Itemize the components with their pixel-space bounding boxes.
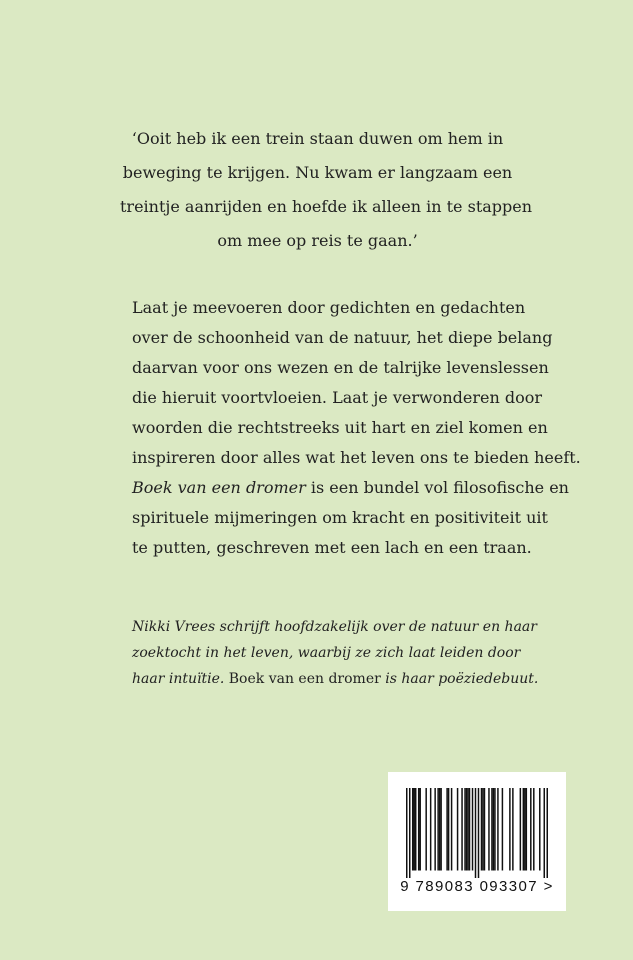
barcode-bar xyxy=(425,788,426,871)
isbn-number: 9 789083 093307 > xyxy=(400,878,554,895)
barcode-bar xyxy=(415,788,416,871)
bio-line: zoektocht in het leven, waarbij ze zich laat leiden door xyxy=(132,645,521,661)
barcode-bars xyxy=(406,788,548,878)
barcode-bar xyxy=(446,788,447,871)
barcode-bar xyxy=(430,788,431,871)
barcode-bar xyxy=(512,788,513,871)
barcode-bar xyxy=(451,788,452,871)
barcode-bar xyxy=(413,788,414,871)
bio-text: is haar poëziedebuut. xyxy=(380,671,539,687)
author-bio xyxy=(132,614,539,692)
blurb-line: die hieruit voortvloeien. Laat je verwonderen door xyxy=(132,388,542,407)
barcode-bar xyxy=(533,788,534,871)
barcode-bar xyxy=(467,788,468,871)
blurb-line: daarvan voor ons wezen en de talrijke levenslessen xyxy=(132,358,549,377)
barcode-bar xyxy=(547,788,548,878)
barcode-bar xyxy=(509,788,510,871)
barcode-bar xyxy=(488,788,489,871)
bio-line xyxy=(132,666,539,692)
book-title: Boek van een dromer xyxy=(224,671,381,687)
blurb-line: inspireren door alles wat het leven ons te bieden heeft. xyxy=(132,448,581,467)
barcode-bar xyxy=(523,788,524,871)
barcode-bar xyxy=(482,788,483,871)
blurb-line: woorden die rechtstreeks uit hart en ziel komen en xyxy=(132,418,548,437)
barcode-bar xyxy=(494,788,495,871)
barcode-bar xyxy=(439,788,440,871)
barcode-bar xyxy=(466,788,467,871)
quote-line: ‘Ooit heb ik een trein staan duwen om hem in xyxy=(131,129,504,148)
barcode-bar xyxy=(457,788,458,871)
blurb-line: spirituele mijmeringen om kracht en positiviteit uit xyxy=(132,508,548,527)
barcode-bar xyxy=(464,788,465,871)
bio-text: haar intuïtie. xyxy=(132,671,225,687)
barcode-bar xyxy=(461,788,462,871)
barcode-bar xyxy=(524,788,525,871)
book-title: Boek van een dromer xyxy=(132,478,306,497)
barcode-bar xyxy=(440,788,441,871)
barcode-bar xyxy=(526,788,527,871)
quote-line: treintje aanrijden en hoefde ik alleen in te stappen xyxy=(120,197,533,216)
blurb-line: Laat je meevoeren door gedichten en gedachten xyxy=(132,298,526,317)
barcode-bar xyxy=(497,788,498,871)
bio-line: Nikki Vrees schrijft hoofdzakelijk over de natuur en haar xyxy=(132,619,537,635)
quote-line: beweging te krijgen. Nu kwam er langzaam een xyxy=(122,163,513,182)
barcode-bar xyxy=(418,788,419,871)
blurb-line: over de schoonheid van de natuur, het diepe belang xyxy=(132,328,553,347)
barcode-bar xyxy=(530,788,531,871)
barcode-bar xyxy=(493,788,494,871)
barcode-bar xyxy=(448,788,449,871)
barcode-bar xyxy=(520,788,521,871)
barcode-bar xyxy=(469,788,470,871)
barcode-bar xyxy=(434,788,435,871)
blurb-line: te putten, geschreven met een lach en een traan. xyxy=(132,538,532,557)
barcode-bar xyxy=(502,788,503,871)
blurb-line xyxy=(132,473,569,503)
barcode-bar xyxy=(412,788,413,871)
barcode-bar xyxy=(406,788,407,878)
barcode-bar xyxy=(475,788,476,878)
barcode-bar xyxy=(478,788,479,878)
back-cover-quote xyxy=(120,122,533,258)
blurb-text: is een bundel vol filosofische en xyxy=(305,478,569,497)
barcode-bar xyxy=(539,788,540,871)
barcode-bar xyxy=(544,788,545,878)
barcode-bar xyxy=(437,788,438,871)
isbn-barcode xyxy=(388,772,566,911)
book-blurb xyxy=(132,293,581,563)
quote-line: om mee op reis te gaan.’ xyxy=(217,231,418,250)
barcode-bar xyxy=(472,788,473,871)
barcode-bar xyxy=(481,788,482,871)
barcode-bar xyxy=(491,788,492,871)
barcode-bar xyxy=(419,788,420,871)
barcode-bar xyxy=(484,788,485,871)
barcode-bar xyxy=(409,788,410,878)
